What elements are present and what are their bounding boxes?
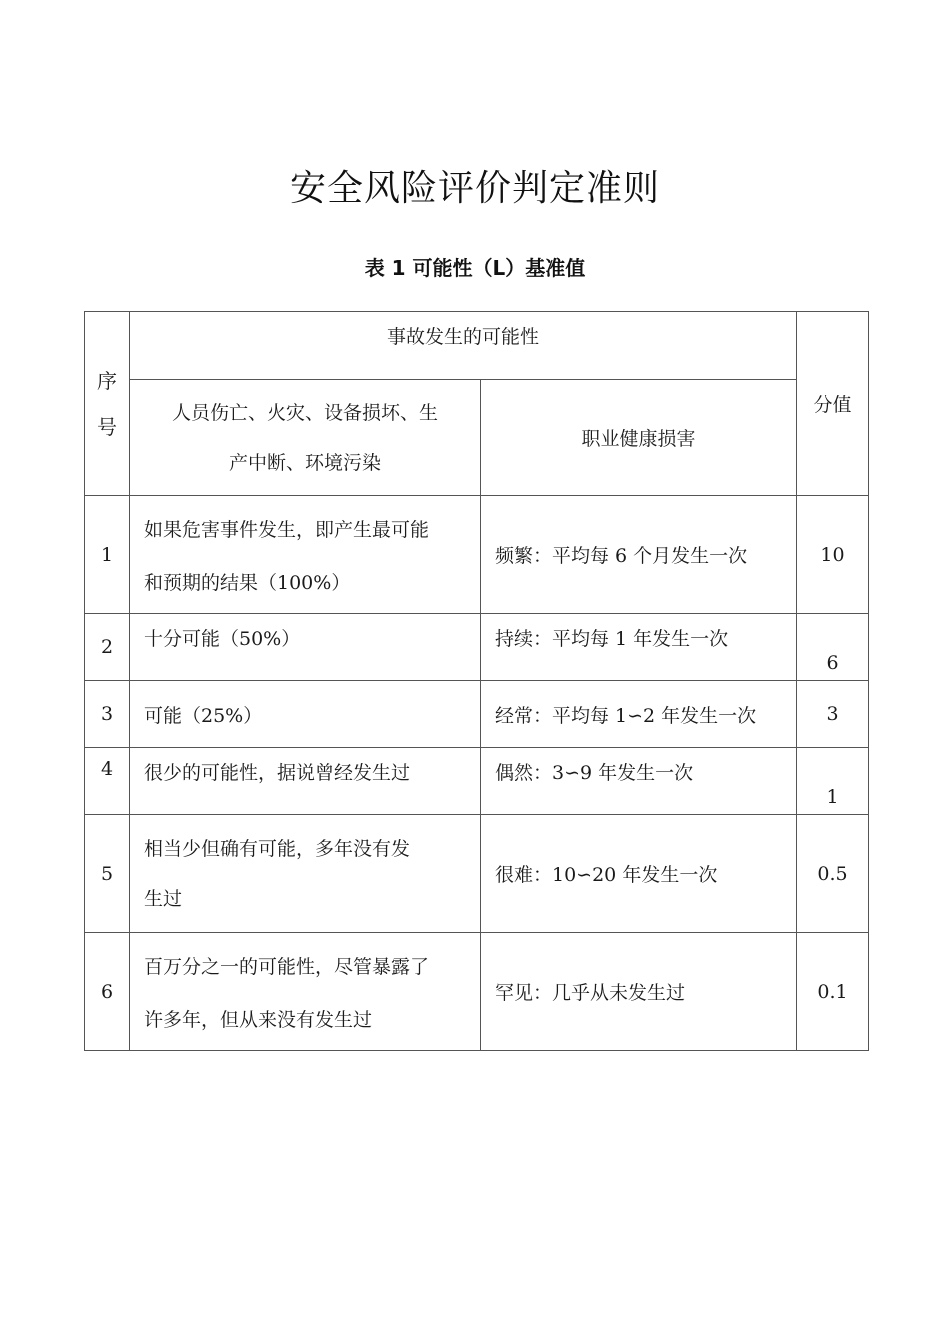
row-personnel-cell: 十分可能（50%） [130,614,481,681]
page-title: 安全风险评价判定准则 [289,168,660,209]
header-seq-line2: 号 [97,414,117,439]
row-personnel-line1: 如果危害事件发生，即产生最可能 [144,518,430,541]
row-personnel-cell [130,933,481,1051]
header-seq [85,312,130,496]
likelihood-table [84,311,869,1051]
row-personnel-line2: 生过 [144,887,183,910]
header-seq-line1: 序 [97,368,117,393]
table-row [85,933,869,1051]
header-group: 事故发生的可能性 [130,312,797,380]
header-col-a [130,380,481,496]
row-score: 10 [797,496,869,614]
table-row [85,614,869,681]
row-seq: 4 [85,748,130,815]
row-personnel-line1: 百万分之一的可能性，尽管暴露了 [144,955,430,978]
row-personnel-cell: 可能（25%） [130,681,481,748]
row-health-cell: 很难：10∽20 年发生一次 [481,815,797,933]
table-row [85,681,869,748]
row-personnel-cell [130,496,481,614]
row-personnel-line1: 相当少但确有可能，多年没有发 [144,837,411,860]
header-col-a-line1: 人员伤亡、火灾、设备损坏、生 [171,401,438,424]
row-seq: 6 [85,933,130,1051]
row-score: 0.1 [797,933,869,1051]
header-col-b: 职业健康损害 [481,380,797,496]
row-score: 3 [797,681,869,748]
row-personnel-cell [130,815,481,933]
table-row [85,815,869,933]
row-health-cell: 持续：平均每 1 年发生一次 [481,614,797,681]
row-seq: 5 [85,815,130,933]
row-seq: 2 [85,614,130,681]
row-score: 1 [797,748,869,815]
row-personnel-line2: 许多年，但从来没有发生过 [144,1008,373,1031]
row-health-cell: 偶然：3∽9 年发生一次 [481,748,797,815]
header-row-top [85,312,869,380]
row-personnel-line2: 和预期的结果（100%） [144,571,351,594]
row-health-cell: 罕见：几乎从未发生过 [481,933,797,1051]
row-seq: 1 [85,496,130,614]
table-row [85,748,869,815]
header-row-bottom [85,380,869,496]
row-personnel-cell: 很少的可能性，据说曾经发生过 [130,748,481,815]
row-score: 6 [797,614,869,681]
row-seq: 3 [85,681,130,748]
row-health-cell: 频繁：平均每 6 个月发生一次 [481,496,797,614]
header-score: 分值 [797,312,869,496]
row-health-cell: 经常：平均每 1∽2 年发生一次 [481,681,797,748]
table-caption: 表 1 可能性（L）基准值 [364,256,586,280]
table-row [85,496,869,614]
header-col-a-line2: 产中断、环境污染 [228,451,381,474]
row-score: 0.5 [797,815,869,933]
